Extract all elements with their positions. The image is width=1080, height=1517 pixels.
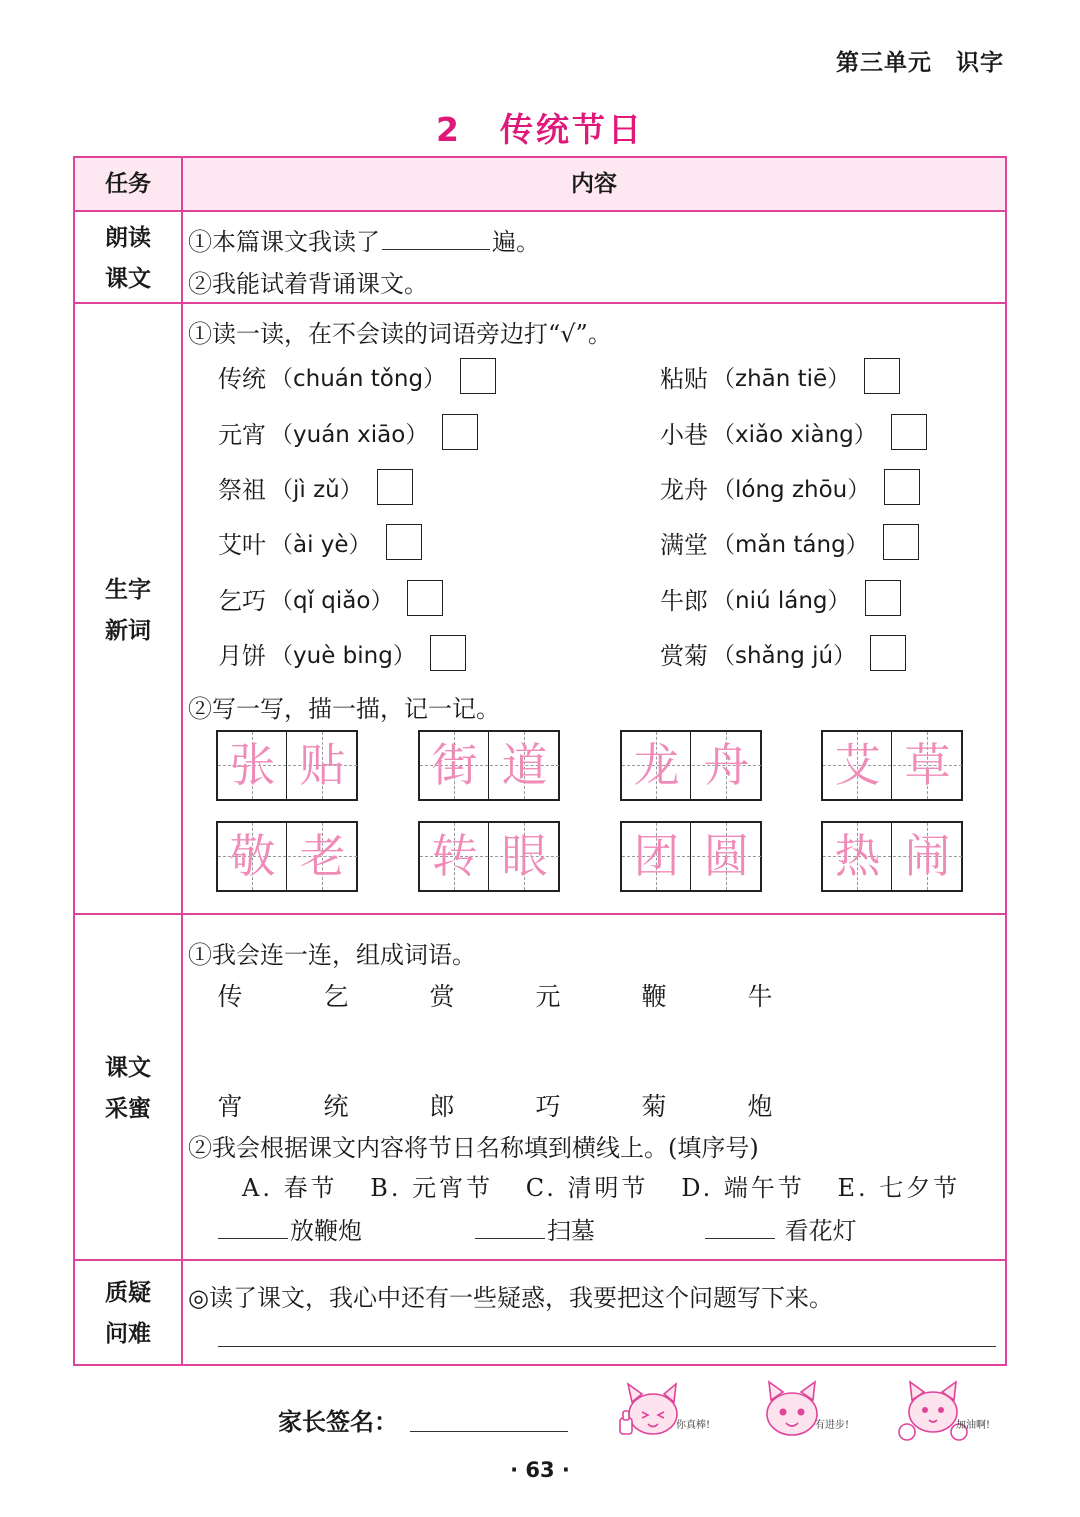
- vocab-instruction: ①读一读，在不会读的词语旁边打“√”。: [188, 320, 612, 348]
- vocab-pinyin: （niú láng）: [712, 587, 851, 614]
- connect-top-char[interactable]: 元: [535, 982, 561, 1011]
- vocab-hanzi: 艾叶: [218, 530, 266, 559]
- lesson-name: 传统节日: [499, 110, 644, 149]
- fill-label: 放鞭炮: [290, 1217, 362, 1245]
- connect-bottom-char[interactable]: 宵: [217, 1092, 243, 1121]
- trace-grid[interactable]: [418, 730, 560, 801]
- trace-grid[interactable]: [216, 730, 358, 801]
- vocab-pinyin: （qǐ qiǎo）: [270, 587, 394, 614]
- connect-bottom-char[interactable]: 统: [323, 1092, 349, 1121]
- check-box[interactable]: [865, 580, 901, 616]
- check-box[interactable]: [864, 358, 900, 394]
- trace-char: 闹: [904, 829, 951, 883]
- trace-char: 艾: [834, 738, 881, 792]
- task-question-line1: 质疑: [105, 1280, 151, 1306]
- connect-top-char[interactable]: 传: [217, 982, 243, 1011]
- parent-sign-line[interactable]: [410, 1431, 568, 1432]
- trace-char: 敬: [229, 829, 276, 883]
- fill-blank[interactable]: [218, 1215, 288, 1239]
- trace-char: 转: [431, 829, 478, 883]
- trace-char: 龙: [633, 738, 680, 792]
- unit-header: 第三单元 识字: [836, 50, 1004, 76]
- task-question-line2: 问难: [105, 1321, 151, 1347]
- vocab-pinyin: （shǎng jú）: [712, 642, 857, 669]
- task-vocab: [75, 570, 181, 652]
- cat-smile-icon: [757, 1378, 827, 1444]
- option-a: A. 春节: [242, 1174, 338, 1202]
- trace-char: 道: [501, 738, 548, 792]
- vocab-word: [660, 414, 927, 450]
- check-box[interactable]: [430, 635, 466, 671]
- vocab-hanzi: 传统: [218, 364, 266, 393]
- vocab-pinyin: （lóng zhōu）: [712, 476, 871, 503]
- check-box[interactable]: [883, 524, 919, 560]
- header-content: 内容: [571, 171, 617, 197]
- trace-char: 舟: [703, 738, 750, 792]
- vocab-pinyin: （mǎn táng）: [712, 531, 869, 558]
- header-task: 任务: [105, 171, 151, 197]
- vocab-pinyin: （yuán xiāo）: [270, 421, 429, 448]
- fill-blank[interactable]: [705, 1215, 775, 1239]
- vocab-hanzi: 元宵: [218, 420, 266, 449]
- option-c: C. 清明节: [525, 1174, 649, 1202]
- recite-line: ②我能试着背诵课文。: [188, 270, 428, 298]
- connect-bottom-char[interactable]: 郎: [429, 1092, 455, 1121]
- trace-grid[interactable]: [216, 821, 358, 892]
- check-box[interactable]: [884, 469, 920, 505]
- vocab-word: [218, 469, 413, 505]
- fill-item: [475, 1211, 595, 1246]
- connect-top-char[interactable]: 乞: [323, 982, 349, 1011]
- question-answer-line[interactable]: [218, 1346, 996, 1347]
- trace-grid[interactable]: [620, 821, 762, 892]
- trace-grid[interactable]: [821, 821, 963, 892]
- vocab-hanzi: 粘贴: [660, 364, 708, 393]
- vocab-hanzi: 小巷: [660, 420, 708, 449]
- sticker-great: [618, 1378, 738, 1444]
- cat-thumbs-icon: [618, 1378, 688, 1444]
- connect-instruction: ①我会连一连，组成词语。: [188, 941, 476, 969]
- trace-grid[interactable]: [620, 730, 762, 801]
- task-read-line2: 课文: [105, 266, 151, 292]
- trace-grid[interactable]: [418, 821, 560, 892]
- vocab-word: [660, 469, 920, 505]
- trace-char: 团: [633, 829, 680, 883]
- sticker-cheer-caption: 加油啊!: [956, 1420, 991, 1431]
- vocab-hanzi: 乞巧: [218, 586, 266, 615]
- fill-label: 扫墓: [547, 1217, 595, 1245]
- connect-top-char[interactable]: 赏: [429, 982, 455, 1011]
- vocab-word: [660, 580, 901, 616]
- vocab-pinyin: （xiǎo xiàng）: [712, 421, 877, 448]
- trace-char: 草: [904, 738, 951, 792]
- task-question: [75, 1273, 181, 1355]
- check-box[interactable]: [407, 580, 443, 616]
- fill-blank[interactable]: [475, 1215, 545, 1239]
- vocab-hanzi: 赏菊: [660, 641, 708, 670]
- row-divider: [75, 1259, 1005, 1261]
- option-e: E. 七夕节: [837, 1174, 961, 1202]
- connect-bottom-char[interactable]: 炮: [747, 1092, 773, 1121]
- vocab-word: [218, 635, 466, 671]
- task-vocab-line1: 生字: [105, 577, 151, 603]
- cat-cheer-icon: [898, 1378, 968, 1444]
- vocab-hanzi: 祭祖: [218, 475, 266, 504]
- vocab-hanzi: 龙舟: [660, 475, 708, 504]
- fill-item: [218, 1211, 362, 1246]
- vocab-word: [660, 358, 900, 394]
- task-vocab-line2: 新词: [105, 618, 151, 644]
- trace-char: 热: [834, 829, 881, 883]
- sticker-cheer: [898, 1378, 1018, 1444]
- trace-char: 老: [299, 829, 346, 883]
- page-number: · 63 ·: [510, 1458, 570, 1482]
- check-box[interactable]: [460, 358, 496, 394]
- vocab-word: [218, 580, 443, 616]
- connect-top-char[interactable]: 鞭: [641, 982, 667, 1011]
- check-box[interactable]: [386, 524, 422, 560]
- write-instruction: ②写一写，描一描，记一记。: [188, 695, 500, 723]
- check-box[interactable]: [442, 414, 478, 450]
- vocab-hanzi: 月饼: [218, 641, 266, 670]
- vocab-pinyin: （jì zǔ）: [270, 476, 363, 503]
- question-prompt: ◎读了课文，我心中还有一些疑惑，我要把这个问题写下来。: [188, 1284, 833, 1312]
- lesson-number: 2: [436, 110, 462, 149]
- vocab-pinyin: （yuè bing）: [270, 642, 416, 669]
- task-read: [75, 218, 181, 300]
- vocab-hanzi: 满堂: [660, 530, 708, 559]
- fill-label: 看花灯: [784, 1217, 857, 1245]
- read-count-line: [188, 222, 540, 257]
- option-d: D. 端午节: [681, 1174, 805, 1202]
- row-divider: [75, 913, 1005, 915]
- vocab-pinyin: （ài yè）: [270, 531, 372, 558]
- vocab-pinyin: （zhān tiē）: [712, 365, 851, 392]
- lesson-title: [0, 104, 1080, 151]
- fill-instruction: ②我会根据课文内容将节日名称填到横线上。(填序号): [188, 1134, 759, 1162]
- connect-top-char[interactable]: 牛: [747, 982, 773, 1011]
- trace-char: 街: [431, 738, 478, 792]
- fill-item: [705, 1211, 857, 1246]
- vocab-hanzi: 牛郎: [660, 586, 708, 615]
- trace-char: 张: [229, 738, 276, 792]
- read-count-prefix: ①本篇课文我读了: [188, 228, 380, 256]
- vocab-word: [218, 358, 496, 394]
- sticker-progress-caption: 有进步!: [815, 1420, 850, 1431]
- vocab-word: [660, 635, 906, 671]
- option-b: B. 元宵节: [370, 1174, 494, 1202]
- trace-char: 贴: [299, 738, 346, 792]
- connect-bottom-char[interactable]: 菊: [641, 1092, 667, 1121]
- read-count-suffix: 遍。: [492, 228, 540, 256]
- parent-sign-label: 家长签名：: [278, 1408, 398, 1436]
- task-read-line1: 朗读: [105, 225, 151, 251]
- check-box[interactable]: [870, 635, 906, 671]
- task-honey-line1: 课文: [105, 1055, 151, 1081]
- vocab-pinyin: （chuán tǒng）: [270, 365, 447, 392]
- row-divider: [75, 302, 1005, 304]
- trace-char: 圆: [703, 829, 750, 883]
- festival-options: [242, 1168, 982, 1203]
- connect-bottom-char[interactable]: 巧: [535, 1092, 561, 1121]
- vocab-word: [218, 524, 422, 560]
- trace-char: 眼: [501, 829, 548, 883]
- read-count-blank[interactable]: [382, 228, 490, 250]
- vocab-word: [660, 524, 919, 560]
- task-honey: [75, 1048, 181, 1130]
- trace-grid[interactable]: [821, 730, 963, 801]
- sticker-progress: [757, 1378, 877, 1444]
- column-divider: [181, 158, 183, 1364]
- sticker-great-caption: 你真棒!: [676, 1420, 711, 1431]
- check-box[interactable]: [377, 469, 413, 505]
- task-honey-line2: 采蜜: [105, 1096, 151, 1122]
- check-box[interactable]: [891, 414, 927, 450]
- vocab-word: [218, 414, 478, 450]
